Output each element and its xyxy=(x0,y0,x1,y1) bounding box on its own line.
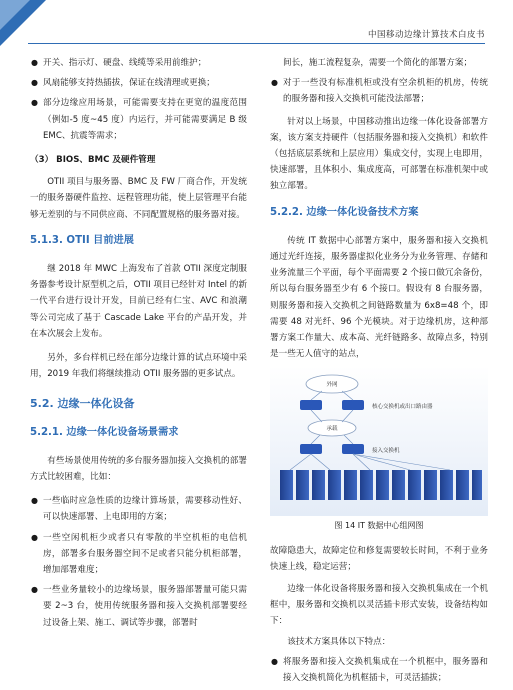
bullet-icon: ● xyxy=(271,656,278,666)
left-column xyxy=(30,55,247,635)
list-item: ● 将服务器和接入交换机集成在一个机框中，服务器和接入交换机简化为机框插卡，可灵活插拔； xyxy=(270,654,488,686)
paragraph-521: 有些场景使用传统的多台服务器加接入交换机的部署方式比较困难，比如： xyxy=(30,455,247,483)
cloud-inner-label: 承载 xyxy=(326,426,338,433)
bullet-icon: ● xyxy=(31,98,38,108)
section-heading-522: 5.2.2. 边缘一体化设备技术方案 xyxy=(270,206,419,218)
list-item: ● 部分边缘应用场景，可能需要支持在更宽的温度范围（例如-5 度~45 度）内运行，并可能需要满足 B 级 EMC、抗震等需求； xyxy=(30,95,247,144)
cloud-icon-outer xyxy=(306,375,358,393)
access-switch-label: 接入交换机 xyxy=(372,448,400,455)
list-item: ● 开关、指示灯、硬盘、线缆等采用前维护； xyxy=(30,55,247,71)
sub-heading-bios: （3） BIOS、BMC 及硬件管理 xyxy=(30,155,156,166)
bullet-icon: ● xyxy=(31,496,38,506)
section-heading-513: 5.1.3. OTII 目前进展 xyxy=(30,234,134,246)
bullet-icon: ● xyxy=(31,585,38,595)
paragraph-513a: 继 2018 年 MWC 上海发布了首款 OTII 深度定制服务器参考设计原型机之后，OTII 项目已经针对 Intel 的新一代平台进行设计开发，目前已经有仁宝、AVC 和浪潮等公司完成了基于 Cascade Lake 平台的产品开发，并在本次展会上发布。 xyxy=(30,264,247,339)
bullet-icon: ● xyxy=(31,58,38,67)
paragraph-after-figure: 故障隐患大，故障定位和修复需要较长时间，不利于业务快速上线，稳定运营； xyxy=(270,545,488,572)
network-diagram xyxy=(270,366,488,516)
figure-caption: 图 14 IT 数据中心组网图 xyxy=(334,521,424,531)
core-switch-label: 核心交换机或出口路由器 xyxy=(372,404,433,411)
paragraph-bios: OTII 项目与服务器、BMC 及 FW 厂商合作，开发统一的服务器硬件监控、远程管理功能，使上层管理平台能够无差别的与不同供应商、不同配置规格的服务器对接。 xyxy=(30,177,247,220)
list-item: ● 一些临时应急性质的边缘计算场景，需要移动性好、可以快速部署、上电即用的方案； xyxy=(30,493,247,525)
paragraph-features: 该技术方案具体以下特点： xyxy=(287,636,391,647)
page-header-title: 中国移动边缘计算技术白皮书 xyxy=(367,30,485,40)
paragraph-intro: 针对以上场景，中国移动推出边缘一体化设备部署方案，该方案支持硬件（包括服务器和接入交换机）和软件（包括底层系统和上层应用）集成交付，实现上电即用，快速部署，且体积小、集成度高，可部署在标准机架中或独立部署。 xyxy=(270,116,488,192)
paragraph-522: 传统 IT 数据中心部署方案中，服务器和接入交换机通过光纤连接，服务器虚拟化业务分为业务管理、存储和业务流量三个平面，每个平面需要 2 个接口做冗余备份，所以每台服务器至少有 6 个接口。假设有 8 台服务器，则服务器和接入交换机之间链路数量为 6x8=48 个，即需要 48 对光纤、96 个光模块。对于边缘机房，这种部署方案工作量大、成本高、光纤链路多、故障点多，特别是一些无人值守的站点， xyxy=(270,235,488,360)
section-heading-521: 5.2.1. 边缘一体化设备场景需求 xyxy=(30,426,179,438)
section-heading-52: 5.2. 边缘一体化设备 xyxy=(30,397,135,411)
paragraph-integrated: 边缘一体化设备将服务器和接入交换机集成在一个机框中，服务器和交换机以灵活插卡形式安装，设备结构如下： xyxy=(270,584,488,627)
list-item: ● 一些业务量较小的边缘场景，服务器部署量可能只需要 2~3 台，使用传统服务器和接入交换机部署要经过设备上架、施工、调试等步骤，部署时 xyxy=(30,582,247,631)
bullet-icon: ● xyxy=(31,532,38,542)
list-item: ● 风扇能够支持热插拔，保证在线清理或更换； xyxy=(30,75,247,91)
paragraph-513b: 另外，多台样机已经在部分边缘计算的试点环境中采用，2019 年我们将继续推动 OTII 服务器的更多试点。 xyxy=(30,353,247,380)
cloud-icon-inner xyxy=(308,420,356,436)
list-item: ● 对于一些没有标准机柜或没有空余机柜的机房，传统的服务器和接入交换机可能没法部署； xyxy=(270,75,488,107)
bullet-icon: ● xyxy=(31,78,38,88)
header-rule xyxy=(28,43,485,44)
bullet-icon: ● xyxy=(271,78,278,88)
cloud-outer-label: 外网 xyxy=(326,382,338,389)
corner-decoration-light xyxy=(0,0,30,30)
list-item: ● 一些空闲机柜少或者只有零散的半空机柜的电信机房，部署多台服务器空间不足或者只能分机柜部署，增加部署难度； xyxy=(30,530,247,579)
paragraph-continued: 间长，施工流程复杂，需要一个简化的部署方案； xyxy=(283,58,473,68)
right-column xyxy=(270,55,488,690)
network-diagram-figure xyxy=(270,366,488,516)
